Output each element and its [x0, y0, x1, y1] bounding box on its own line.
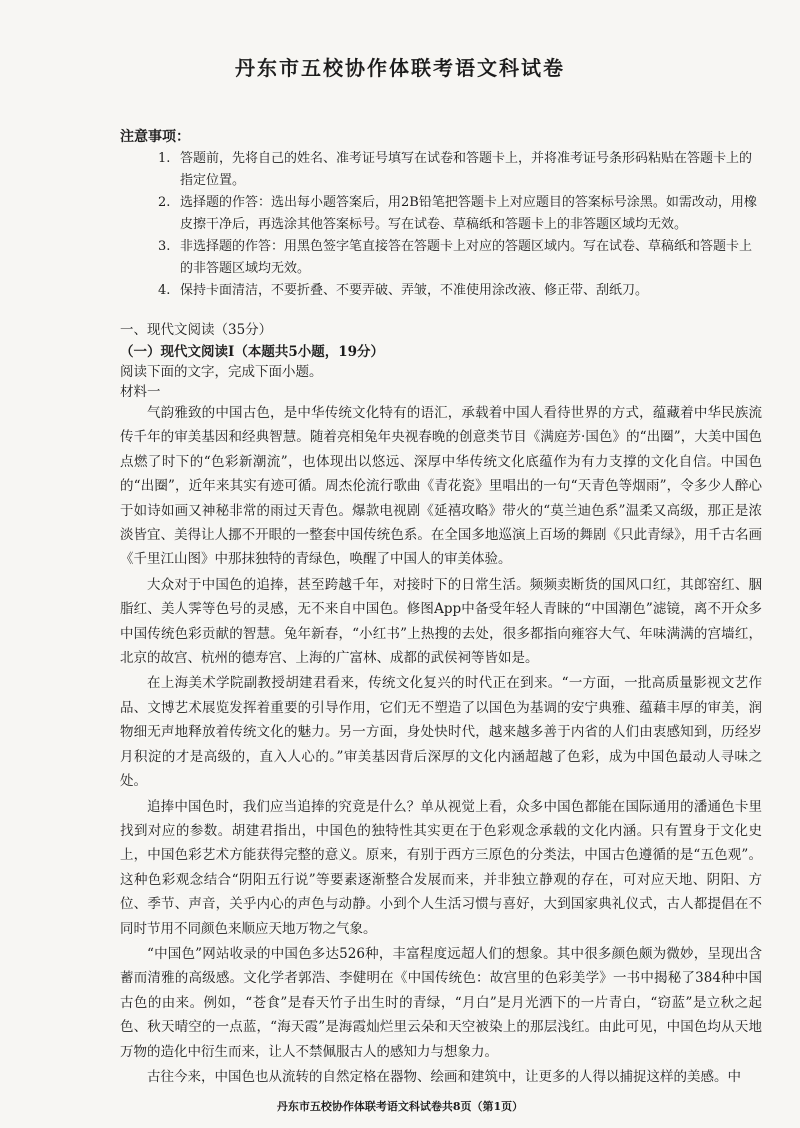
notice-number: 2.	[158, 195, 171, 210]
notice-heading: 注意事项：	[120, 129, 190, 145]
section-title: 一、现代文阅读（35分）	[120, 322, 273, 338]
notice-item	[158, 236, 758, 280]
notice-text: 选择题的作答：选出每小题答案后，用2B铅笔把答题卡上对应题目的答案标号涂黑。如需改动，用橡皮擦干净后，再选涂其他答案标号。写在试卷、草稿纸和答题卡上的非答题区域均无效。	[180, 195, 757, 232]
notice-item	[158, 192, 758, 236]
exam-title: 丹东市五校协作体联考语文科试卷	[235, 56, 565, 80]
notice-item	[158, 148, 758, 192]
notice-number: 1.	[158, 151, 171, 166]
reading-instruction: 阅读下面的文字，完成下面小题。	[120, 364, 323, 380]
passage-paragraph: 大众对于中国色的追捧，甚至跨越千年，对接时下的日常生活。频频卖断货的国风口红，其郎窑红、胭脂红、美人霁等色号的灵感，无不来自中国色。修图App中备受年轻人青睐的“中国潮色”滤镜，离不开众多中国传统色彩贡献的智慧。兔年新春，“小红书”上热搜的去处，很多都指向雍容大气、年味满满的宫墙红，北京的故宫、杭州的德寿宫、上海的广富林、成都的武侯祠等皆如是。	[120, 576, 762, 667]
notice-list	[158, 148, 758, 302]
notice-item	[158, 280, 758, 302]
notice-number: 3.	[158, 239, 171, 254]
page-footer: 丹东市五校协作体联考语文科试卷共8页（第1页）	[276, 1100, 524, 1113]
notice-number: 4.	[158, 283, 171, 298]
passage-paragraph: “中国色”网站收录的中国色多达526种，丰富程度远超人们的想象。其中很多颜色颇为微妙，呈现出含蓄而清雅的高级感。文化学者郭浩、李健明在《中国传统色：故宫里的色彩美学》一书中揭秘了384种中国古色的由来。例如，“苍食”是春天竹子出生时的青绿，“月白”是月光洒下的一片青白，“窃蓝”是立秋之起色、秋天晴空的一点蓝，“海天霞”是海霞灿烂里云朵和天空被染上的那层浅红。由此可见，中国色均从天地万物的造化中衍生而来，让人不禁佩服古人的感知力与想象力。	[120, 945, 762, 1060]
notice-text: 保持卡面清洁，不要折叠、不要弄破、弄皱，不准使用涂改液、修正带、刮纸刀。	[180, 283, 649, 298]
notice-text: 答题前，先将自己的姓名、准考证号填写在试卷和答题卡上，并将准考证号条形码粘贴在答题卡上的指定位置。	[180, 151, 753, 188]
passage-paragraph: 在上海美术学院副教授胡建君看来，传统文化复兴的时代正在到来。“一方面，一批高质量影视文艺作品、文博艺术展览发挥着重要的引导作用，它们无不塑造了以国色为基调的安宁典雅、蕴藉丰厚的审美，润物细无声地释放着传统文化的魅力。另一方面，身处快时代，越来越多善于内省的人们由衷感知到，历经岁月积淀的才是高级的，直入人心的。”审美基因背后深厚的文化内涵超越了色彩，成为中国色最动人寻味之处。	[120, 675, 762, 790]
notice-text: 非选择题的作答：用黑色签字笔直接答在答题卡上对应的答题区域内。写在试卷、草稿纸和答题卡上的非答题区域均无效。	[180, 239, 753, 276]
passage-body	[120, 401, 762, 1090]
passage-paragraph: 追捧中国色时，我们应当追捧的究竟是什么？单从视觉上看，众多中国色都能在国际通用的潘通色卡里找到对应的参数。胡建君指出，中国色的独特性其实更在于色彩观念承载的文化内涵。只有置身于文化史上，中国色彩艺术方能获得完整的意义。原来，有别于西方三原色的分类法，中国古色遵循的是“五色观”。这种色彩观念结合“阴阳五行说”等要素逐渐整合发展而来，并非独立静观的存在，可对应天地、阴阳、方位、季节、声音，关乎内心的声色与动静。小到个人生活习惯与喜好，大到国家典礼仪式，古人都提倡在不同时节用不同颜色来顺应天地万物之气象。	[120, 798, 762, 937]
passage-paragraph: 古往今来，中国色也从流转的自然定格在器物、绘画和建筑中，让更多的人得以捕捉这样的美感。中	[147, 1068, 741, 1085]
material-label: 材料一	[120, 384, 161, 400]
subsection-title: （一）现代文阅读Ⅰ（本题共5小题，19分）	[120, 344, 384, 360]
passage-paragraph: 气韵雅致的中国古色，是中华传统文化特有的语汇，承载着中国人看待世界的方式，蕴藏着中华民族流传千年的审美基因和经典智慧。随着亮相兔年央视春晚的创意类节目《满庭芳·国色》的“出圈”，大美中国色点燃了时下的“色彩新潮流”，也体现出以悠远、深厚中华传统文化底蕴作为有力支撑的文化自信。中国色的“出圈”，近年来其实有迹可循。周杰伦流行歌曲《青花瓷》里唱出的一句“天青色等烟雨”，令多少人醉心于如诗如画又神秘非常的雨过天青色。爆款电视剧《延禧攻略》带火的“莫兰迪色系”温柔又高级，那正是浓淡皆宜、美得让人挪不开眼的一整套中国传统色系。在全国多地巡演上百场的舞剧《只此青绿》，用千古名画《千里江山图》中那抹独特的青绿色，唤醒了中国人的审美体验。	[120, 405, 762, 568]
